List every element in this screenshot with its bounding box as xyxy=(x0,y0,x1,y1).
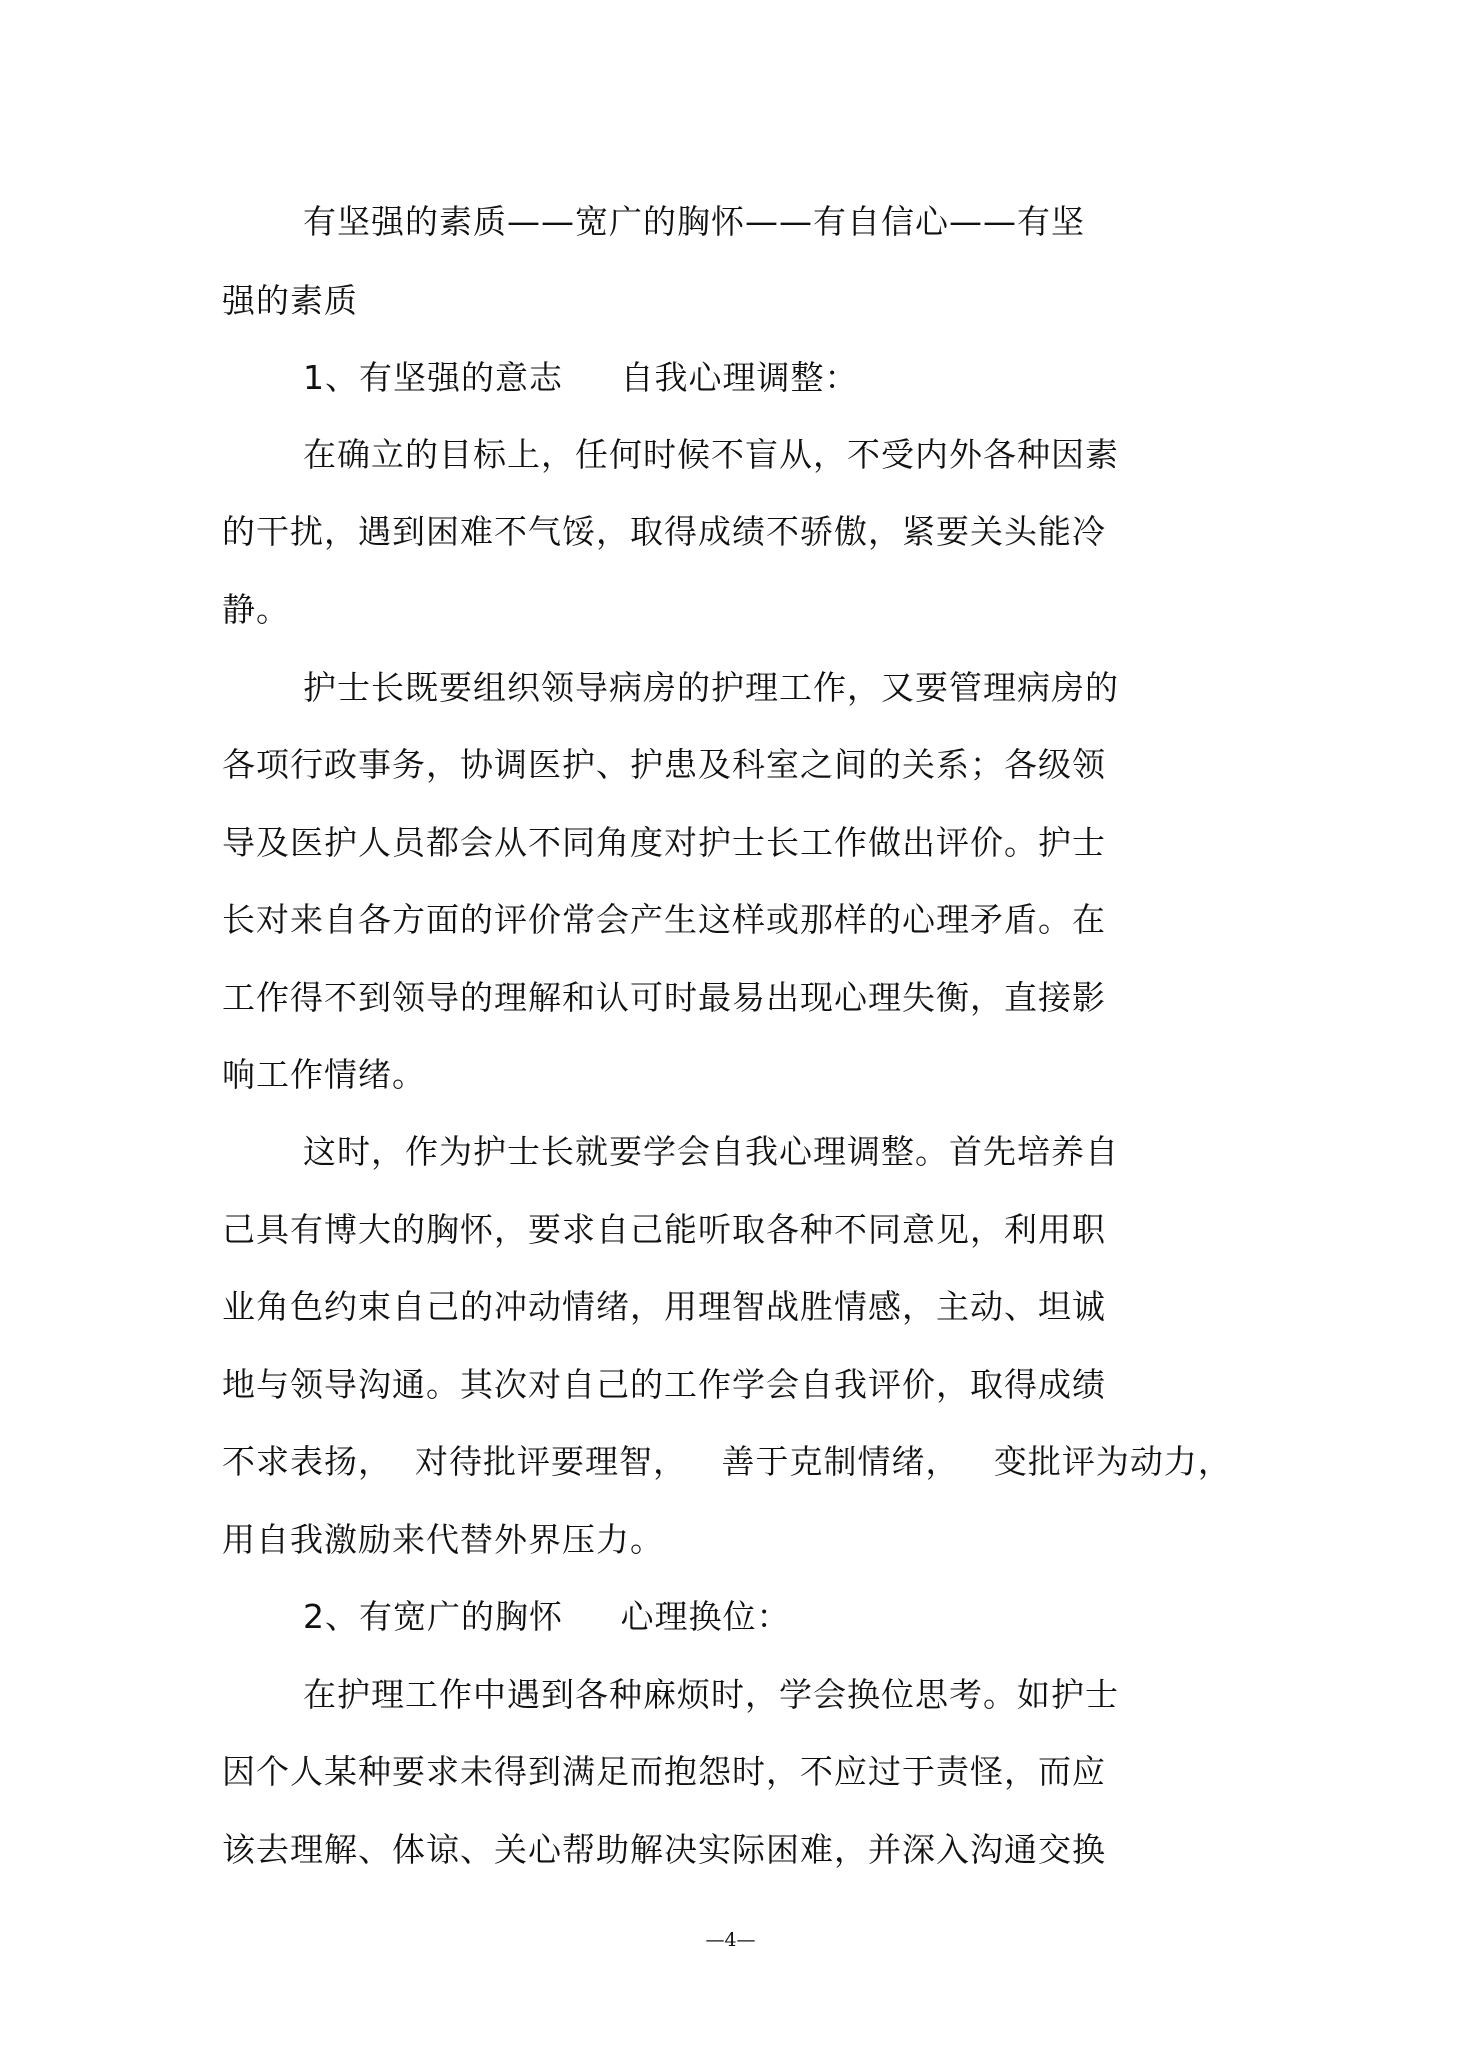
text-line: 静。 xyxy=(222,590,290,629)
text-line: 各项行政事务，协调医护、护患及科室之间的关系；各级领 xyxy=(222,745,1106,784)
text-line: 的干扰，遇到困难不气馁，取得成绩不骄傲，紧要关头能冷 xyxy=(222,512,1106,551)
page-number: —4— xyxy=(705,1929,756,1951)
section-heading: 2、有宽广的胸怀 心理换位： xyxy=(303,1597,791,1636)
text-line: 用自我激励来代替外界压力。 xyxy=(222,1520,664,1559)
text-line: 导及医护人员都会从不同角度对护士长工作做出评价。护士 xyxy=(222,823,1106,862)
text-line: 因个人某种要求未得到满足而抱怨时，不应过于责怪，而应 xyxy=(222,1752,1106,1791)
text-line: 有坚强的素质——宽广的胸怀——有自信心——有坚 xyxy=(303,202,1085,241)
text-line: 强的素质 xyxy=(222,281,358,320)
text-line: 业角色约束自己的冲动情绪，用理智战胜情感，主动、坦诚 xyxy=(222,1287,1106,1326)
text-line: 在确立的目标上，任何时候不盲从，不受内外各种因素 xyxy=(303,435,1119,474)
text-line: 该去理解、体谅、关心帮助解决实际困难，并深入沟通交换 xyxy=(222,1830,1106,1869)
text-line: 不求表扬， 对待批评要理智， 善于克制情绪， 变批评为动力， xyxy=(222,1442,1232,1481)
text-line: 工作得不到领导的理解和认可时最易出现心理失衡，直接影 xyxy=(222,978,1106,1017)
text-line: 护士长既要组织领导病房的护理工作，又要管理病房的 xyxy=(303,668,1119,707)
text-line: 长对来自各方面的评价常会产生这样或那样的心理矛盾。在 xyxy=(222,900,1106,939)
text-line: 响工作情绪。 xyxy=(222,1055,426,1094)
section-heading: 1、有坚强的意志 自我心理调整： xyxy=(303,358,859,397)
text-line: 在护理工作中遇到各种麻烦时，学会换位思考。如护士 xyxy=(303,1675,1119,1714)
text-line: 这时，作为护士长就要学会自我心理调整。首先培养自 xyxy=(303,1132,1119,1171)
text-line: 己具有博大的胸怀，要求自己能听取各种不同意见，利用职 xyxy=(222,1210,1106,1249)
text-line: 地与领导沟通。其次对自己的工作学会自我评价，取得成绩 xyxy=(222,1365,1106,1404)
